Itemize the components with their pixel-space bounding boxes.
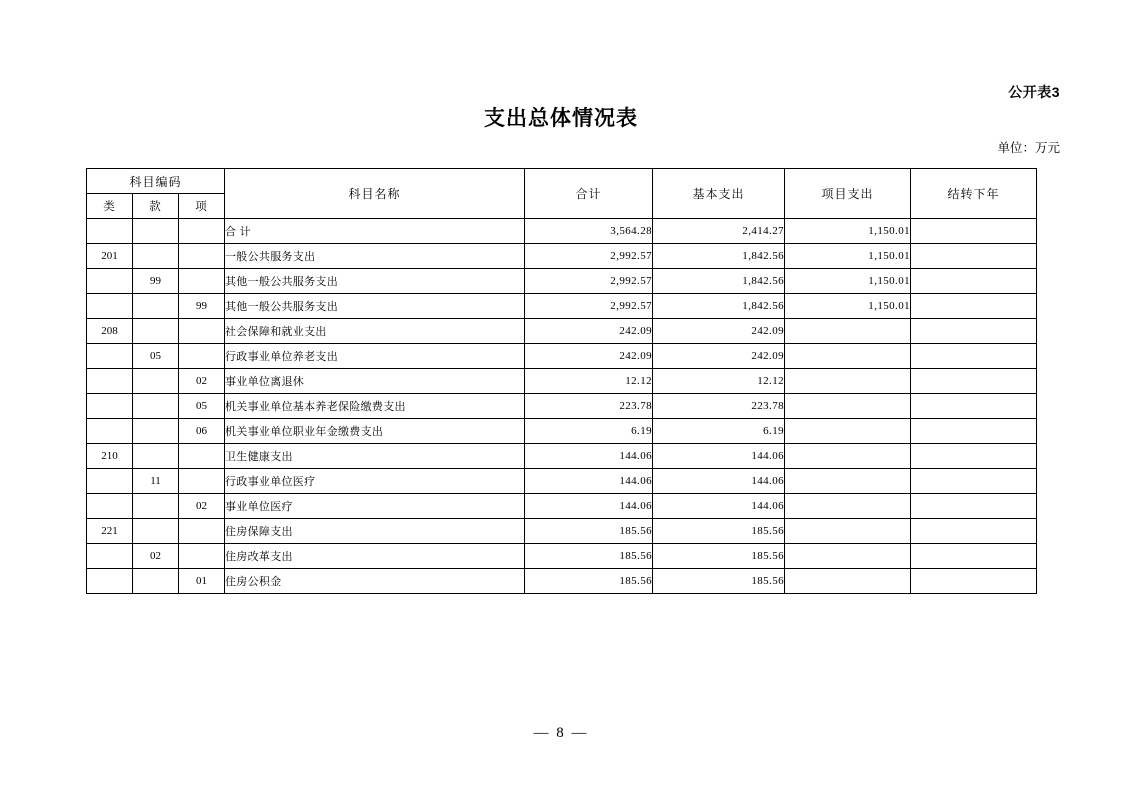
cell-code-lei xyxy=(87,419,133,444)
cell-code-lei xyxy=(87,569,133,594)
cell-code-kuan xyxy=(133,369,179,394)
cell-code-kuan xyxy=(133,219,179,244)
cell-basic: 185.56 xyxy=(653,519,785,544)
cell-basic: 12.12 xyxy=(653,369,785,394)
cell-subject-name: 住房公积金 xyxy=(225,569,525,594)
cell-total: 2,992.57 xyxy=(525,244,653,269)
cell-subject-name: 社会保障和就业支出 xyxy=(225,319,525,344)
table-row xyxy=(87,519,1037,544)
unit-label: 单位：万元 xyxy=(997,141,1060,155)
cell-subject-name: 其他一般公共服务支出 xyxy=(225,269,525,294)
cell-code-lei xyxy=(87,369,133,394)
header-carryover: 结转下年 xyxy=(911,169,1037,219)
cell-basic: 185.56 xyxy=(653,569,785,594)
cell-basic: 1,842.56 xyxy=(653,269,785,294)
table-row xyxy=(87,369,1037,394)
table-row xyxy=(87,219,1037,244)
cell-code-kuan xyxy=(133,494,179,519)
cell-basic: 2,414.27 xyxy=(653,219,785,244)
header-basic-expenditure: 基本支出 xyxy=(653,169,785,219)
cell-code-xiang: 01 xyxy=(179,569,225,594)
cell-code-kuan: 05 xyxy=(133,344,179,369)
cell-carryover xyxy=(911,394,1037,419)
cell-carryover xyxy=(911,519,1037,544)
cell-code-xiang xyxy=(179,469,225,494)
table-body xyxy=(87,219,1037,594)
table-row xyxy=(87,244,1037,269)
cell-code-lei xyxy=(87,469,133,494)
cell-code-xiang xyxy=(179,544,225,569)
cell-code-lei xyxy=(87,344,133,369)
header-code-xiang: 项 xyxy=(179,194,225,219)
cell-project xyxy=(785,544,911,569)
cell-project xyxy=(785,494,911,519)
cell-carryover xyxy=(911,544,1037,569)
cell-basic: 185.56 xyxy=(653,544,785,569)
cell-total: 6.19 xyxy=(525,419,653,444)
cell-basic: 242.09 xyxy=(653,319,785,344)
cell-code-lei: 208 xyxy=(87,319,133,344)
cell-code-xiang xyxy=(179,269,225,294)
cell-total: 185.56 xyxy=(525,569,653,594)
cell-code-xiang xyxy=(179,244,225,269)
cell-code-lei xyxy=(87,544,133,569)
table-row xyxy=(87,394,1037,419)
cell-code-kuan xyxy=(133,294,179,319)
cell-subject-name: 行政事业单位养老支出 xyxy=(225,344,525,369)
cell-subject-name: 行政事业单位医疗 xyxy=(225,469,525,494)
cell-subject-name: 其他一般公共服务支出 xyxy=(225,294,525,319)
header-code-kuan: 款 xyxy=(133,194,179,219)
table-row xyxy=(87,319,1037,344)
header-subject-name: 科目名称 xyxy=(225,169,525,219)
cell-subject-name: 住房改革支出 xyxy=(225,544,525,569)
cell-code-xiang: 02 xyxy=(179,494,225,519)
cell-basic: 223.78 xyxy=(653,394,785,419)
table-row xyxy=(87,494,1037,519)
cell-subject-name: 事业单位医疗 xyxy=(225,494,525,519)
table-row xyxy=(87,269,1037,294)
cell-carryover xyxy=(911,319,1037,344)
cell-carryover xyxy=(911,269,1037,294)
cell-basic: 1,842.56 xyxy=(653,244,785,269)
cell-code-lei xyxy=(87,219,133,244)
cell-carryover xyxy=(911,244,1037,269)
table-row xyxy=(87,344,1037,369)
cell-total: 2,992.57 xyxy=(525,294,653,319)
cell-code-kuan xyxy=(133,519,179,544)
cell-subject-name: 机关事业单位职业年金缴费支出 xyxy=(225,419,525,444)
expenditure-table xyxy=(86,168,1037,594)
cell-carryover xyxy=(911,494,1037,519)
cell-subject-name: 合 计 xyxy=(225,219,525,244)
table-row xyxy=(87,444,1037,469)
cell-carryover xyxy=(911,419,1037,444)
cell-code-kuan xyxy=(133,319,179,344)
cell-subject-name: 住房保障支出 xyxy=(225,519,525,544)
cell-carryover xyxy=(911,469,1037,494)
form-number-label: 公开表3 xyxy=(1008,84,1060,100)
cell-code-kuan xyxy=(133,569,179,594)
cell-carryover xyxy=(911,569,1037,594)
cell-project: 1,150.01 xyxy=(785,219,911,244)
cell-code-kuan: 02 xyxy=(133,544,179,569)
cell-project xyxy=(785,519,911,544)
cell-code-xiang: 06 xyxy=(179,419,225,444)
cell-subject-name: 机关事业单位基本养老保险缴费支出 xyxy=(225,394,525,419)
cell-project xyxy=(785,394,911,419)
cell-basic: 242.09 xyxy=(653,344,785,369)
cell-code-xiang: 05 xyxy=(179,394,225,419)
header-code-lei: 类 xyxy=(87,194,133,219)
cell-project xyxy=(785,444,911,469)
cell-total: 223.78 xyxy=(525,394,653,419)
cell-carryover xyxy=(911,294,1037,319)
cell-total: 144.06 xyxy=(525,494,653,519)
header-project-expenditure: 项目支出 xyxy=(785,169,911,219)
header-total: 合计 xyxy=(525,169,653,219)
page-number: — 8 — xyxy=(533,725,589,741)
cell-total: 3,564.28 xyxy=(525,219,653,244)
header-code-group: 科目编码 xyxy=(87,169,225,194)
cell-project xyxy=(785,344,911,369)
cell-carryover xyxy=(911,369,1037,394)
cell-code-kuan: 11 xyxy=(133,469,179,494)
cell-code-xiang: 99 xyxy=(179,294,225,319)
cell-code-lei xyxy=(87,494,133,519)
table-row xyxy=(87,469,1037,494)
cell-code-kuan: 99 xyxy=(133,269,179,294)
cell-carryover xyxy=(911,444,1037,469)
cell-code-lei: 210 xyxy=(87,444,133,469)
cell-code-xiang xyxy=(179,344,225,369)
cell-total: 242.09 xyxy=(525,319,653,344)
cell-code-kuan xyxy=(133,419,179,444)
cell-code-xiang xyxy=(179,519,225,544)
cell-total: 144.06 xyxy=(525,444,653,469)
cell-code-xiang xyxy=(179,219,225,244)
cell-subject-name: 卫生健康支出 xyxy=(225,444,525,469)
cell-code-lei xyxy=(87,394,133,419)
cell-basic: 144.06 xyxy=(653,444,785,469)
cell-code-lei xyxy=(87,294,133,319)
table-header-row-1 xyxy=(87,169,1037,194)
cell-project xyxy=(785,469,911,494)
page-title: 支出总体情况表 xyxy=(484,107,638,130)
cell-code-kuan xyxy=(133,444,179,469)
table-row xyxy=(87,544,1037,569)
cell-code-lei: 201 xyxy=(87,244,133,269)
cell-basic: 144.06 xyxy=(653,494,785,519)
cell-total: 185.56 xyxy=(525,544,653,569)
cell-project xyxy=(785,419,911,444)
cell-code-lei: 221 xyxy=(87,519,133,544)
cell-subject-name: 事业单位离退休 xyxy=(225,369,525,394)
cell-project: 1,150.01 xyxy=(785,294,911,319)
cell-subject-name: 一般公共服务支出 xyxy=(225,244,525,269)
cell-code-xiang xyxy=(179,444,225,469)
table-row xyxy=(87,569,1037,594)
cell-carryover xyxy=(911,219,1037,244)
cell-project xyxy=(785,569,911,594)
cell-code-xiang: 02 xyxy=(179,369,225,394)
cell-project: 1,150.01 xyxy=(785,269,911,294)
cell-project: 1,150.01 xyxy=(785,244,911,269)
cell-carryover xyxy=(911,344,1037,369)
cell-total: 12.12 xyxy=(525,369,653,394)
table-row xyxy=(87,294,1037,319)
cell-basic: 1,842.56 xyxy=(653,294,785,319)
cell-code-lei xyxy=(87,269,133,294)
cell-code-xiang xyxy=(179,319,225,344)
cell-basic: 144.06 xyxy=(653,469,785,494)
cell-total: 185.56 xyxy=(525,519,653,544)
cell-total: 144.06 xyxy=(525,469,653,494)
cell-basic: 6.19 xyxy=(653,419,785,444)
cell-total: 2,992.57 xyxy=(525,269,653,294)
cell-code-kuan xyxy=(133,394,179,419)
cell-project xyxy=(785,319,911,344)
table-head xyxy=(87,169,1037,219)
cell-project xyxy=(785,369,911,394)
cell-total: 242.09 xyxy=(525,344,653,369)
cell-code-kuan xyxy=(133,244,179,269)
table-row xyxy=(87,419,1037,444)
